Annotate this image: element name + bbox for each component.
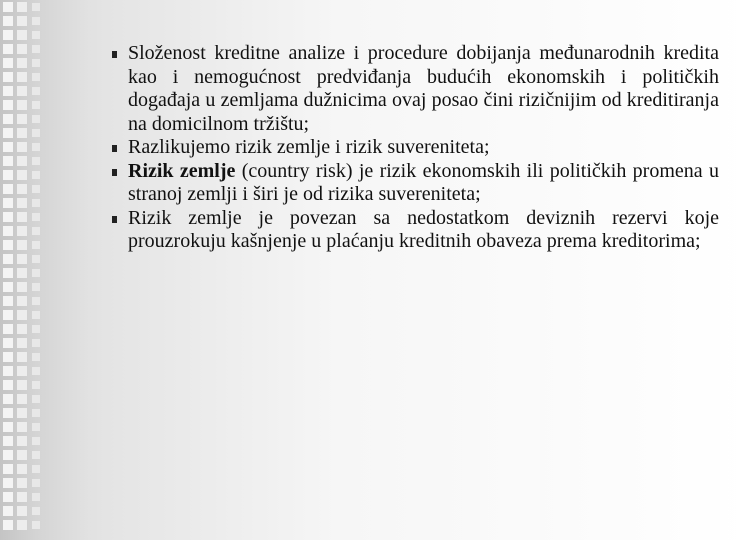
decorative-square xyxy=(32,227,40,235)
decorative-square xyxy=(32,3,40,11)
decorative-square xyxy=(3,226,13,236)
decorative-square xyxy=(32,45,40,53)
bullet-item xyxy=(112,160,719,207)
decorative-square xyxy=(17,100,27,110)
decorative-square xyxy=(3,170,13,180)
decorative-square xyxy=(3,184,13,194)
decorative-square xyxy=(32,73,40,81)
decorative-square xyxy=(17,506,27,516)
decorative-square xyxy=(17,240,27,250)
decorative-square xyxy=(3,324,13,334)
bold-term: Rizik zemlje xyxy=(128,159,236,182)
decorative-square xyxy=(32,269,40,277)
decorative-square xyxy=(3,394,13,404)
decorative-square xyxy=(3,520,13,530)
decorative-square-column xyxy=(32,2,42,530)
decorative-square xyxy=(32,507,40,515)
decorative-square xyxy=(32,353,40,361)
decorative-square xyxy=(17,170,27,180)
decorative-square xyxy=(17,422,27,432)
decorative-square xyxy=(3,114,13,124)
decorative-square xyxy=(32,17,40,25)
decorative-square xyxy=(17,72,27,82)
decorative-square xyxy=(32,339,40,347)
bullet-text: Rizik zemlje je povezan sa nedostatkom deviznih rezervi koje prouzrokuju kašnjenje u plaćanju kreditnih obaveza prema kreditorima; xyxy=(128,206,719,252)
decorative-square xyxy=(3,240,13,250)
decorative-square xyxy=(17,450,27,460)
decorative-square xyxy=(17,380,27,390)
decorative-square xyxy=(17,366,27,376)
decorative-square xyxy=(3,422,13,432)
decorative-square xyxy=(17,128,27,138)
decorative-square xyxy=(3,450,13,460)
decorative-square xyxy=(17,268,27,278)
decorative-square xyxy=(32,213,40,221)
decorative-square xyxy=(3,492,13,502)
decorative-square xyxy=(3,198,13,208)
decorative-square xyxy=(3,156,13,166)
bullet-text xyxy=(128,160,719,206)
decorative-square xyxy=(17,114,27,124)
bullet-text: Razlikujemo rizik zemlje i rizik suvereniteta; xyxy=(128,136,490,158)
decorative-square xyxy=(32,409,40,417)
decorative-square xyxy=(17,156,27,166)
decorative-square xyxy=(3,352,13,362)
decorative-square xyxy=(3,30,13,40)
decorative-square xyxy=(32,87,40,95)
bullet-text: Složenost kreditne analize i procedure dobijanja međunarodnih kredita kao i nemogućnost predviđanja budućih ekonomskih i političkih događaja u zemljama dužnicima ovaj posao čini rizičnijim od kreditiranja na domicilnom tržištu; xyxy=(128,42,719,135)
decorative-square xyxy=(17,142,27,152)
decorative-square xyxy=(32,437,40,445)
decorative-square xyxy=(32,129,40,137)
decorative-square xyxy=(32,381,40,389)
decorative-square xyxy=(32,199,40,207)
decorative-square xyxy=(17,296,27,306)
decorative-square xyxy=(3,212,13,222)
decorative-square xyxy=(32,311,40,319)
decorative-square xyxy=(32,115,40,123)
decorative-square xyxy=(3,86,13,96)
decorative-square xyxy=(17,492,27,502)
decorative-square xyxy=(3,310,13,320)
decorative-square xyxy=(3,2,13,12)
decorative-square xyxy=(32,241,40,249)
decorative-square xyxy=(17,30,27,40)
decorative-square xyxy=(17,282,27,292)
decorative-square xyxy=(32,297,40,305)
decorative-square xyxy=(3,380,13,390)
decorative-square xyxy=(17,2,27,12)
decorative-square xyxy=(17,310,27,320)
decorative-square xyxy=(3,408,13,418)
decorative-square xyxy=(32,367,40,375)
decorative-square xyxy=(17,16,27,26)
decorative-square xyxy=(32,101,40,109)
decorative-square xyxy=(17,184,27,194)
decorative-square xyxy=(17,324,27,334)
decorative-square xyxy=(32,255,40,263)
decorative-square xyxy=(3,282,13,292)
decorative-square xyxy=(32,325,40,333)
decorative-square xyxy=(32,283,40,291)
decorative-square xyxy=(17,520,27,530)
decorative-square xyxy=(3,58,13,68)
decorative-square xyxy=(32,171,40,179)
decorative-square xyxy=(17,338,27,348)
bullet-item xyxy=(112,136,719,160)
decorative-square xyxy=(17,254,27,264)
decorative-square-column xyxy=(3,2,13,530)
bullet-list xyxy=(112,42,719,254)
square-bullet-icon xyxy=(112,216,117,223)
decorative-square xyxy=(17,352,27,362)
decorative-square-column xyxy=(17,2,27,530)
decorative-square xyxy=(32,521,40,529)
decorative-square xyxy=(17,478,27,488)
decorative-square xyxy=(3,142,13,152)
decorative-square xyxy=(3,296,13,306)
decorative-square xyxy=(17,408,27,418)
decorative-square xyxy=(3,100,13,110)
bullet-text-rest: (country risk) je rizik ekonomskih ili političkih promena u stranoj zemlji i širi je od rizika suvereniteta; xyxy=(128,159,719,205)
decorative-square xyxy=(17,226,27,236)
decorative-square xyxy=(17,212,27,222)
decorative-square xyxy=(32,423,40,431)
square-bullet-icon xyxy=(112,169,117,176)
decorative-square xyxy=(3,44,13,54)
decorative-square xyxy=(32,59,40,67)
decorative-square xyxy=(17,198,27,208)
decorative-square xyxy=(3,338,13,348)
decorative-square xyxy=(17,44,27,54)
decorative-square xyxy=(17,86,27,96)
decorative-square xyxy=(32,493,40,501)
bullet-item xyxy=(112,42,719,136)
decorative-square xyxy=(3,254,13,264)
decorative-square xyxy=(3,478,13,488)
decorative-square xyxy=(3,128,13,138)
decorative-square xyxy=(3,72,13,82)
decorative-square xyxy=(3,268,13,278)
decorative-square xyxy=(32,395,40,403)
decorative-square xyxy=(32,185,40,193)
decorative-square xyxy=(17,394,27,404)
decorative-square xyxy=(32,31,40,39)
decorative-square xyxy=(17,464,27,474)
decorative-square xyxy=(3,506,13,516)
side-decoration-band xyxy=(0,0,90,540)
decorative-square xyxy=(17,58,27,68)
decorative-square xyxy=(17,436,27,446)
decorative-square xyxy=(3,366,13,376)
decorative-square xyxy=(3,464,13,474)
square-bullet-icon xyxy=(112,145,117,152)
decorative-square xyxy=(32,465,40,473)
decorative-square xyxy=(32,479,40,487)
decorative-square xyxy=(32,157,40,165)
decorative-square xyxy=(32,451,40,459)
square-bullet-icon xyxy=(112,51,117,58)
decorative-square xyxy=(3,16,13,26)
decorative-square xyxy=(32,143,40,151)
bullet-item xyxy=(112,207,719,254)
decorative-square xyxy=(3,436,13,446)
